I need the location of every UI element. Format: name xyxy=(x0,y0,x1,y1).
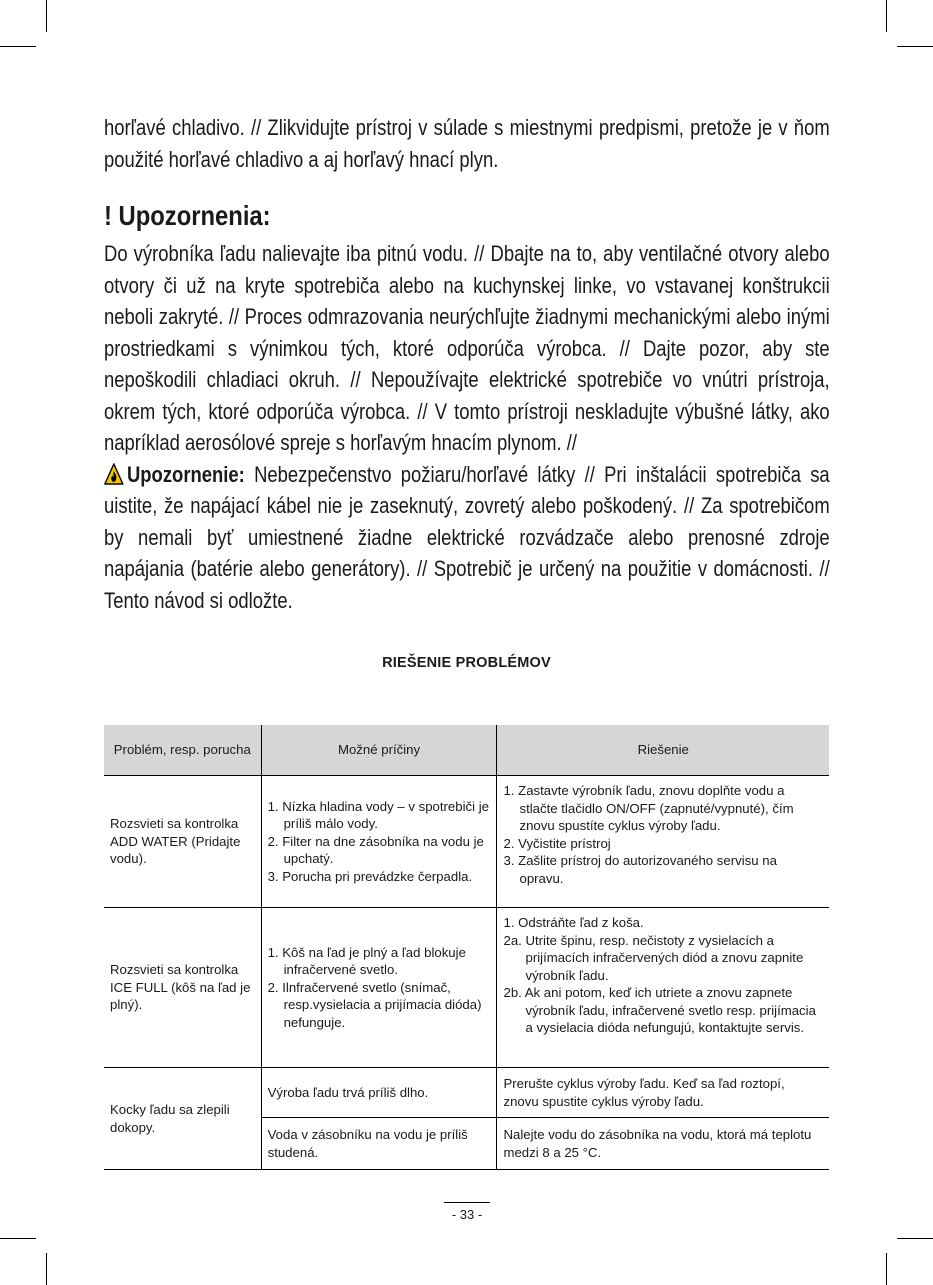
list-item: 3. Zašlite prístroj do autorizovaného servisu na opravu. xyxy=(503,853,777,886)
list-item: 2. Ilnfračervené svetlo (snímač, resp.vysielacia a prijímacia dióda) nefunguje. xyxy=(267,979,482,1030)
causes-cell: Výroba ľadu trvá príliš dlho. xyxy=(261,1068,497,1118)
fire-warning-text: Nebezpečenstvo požiaru/horľavé látky // Pri inštalácii spotrebiča sa uistite, že napájací kábel nie je zaseknutý, zovretý alebo poškodený. // Za spotrebičom by nemali byť umiestnené žiadne elektrické rozvádzače alebo prenosné zdroje napájania (batérie alebo generátory). // Spotrebič je určený na použitie v domácnosti. // Tento návod si odložte. xyxy=(104,461,830,613)
header-solution: Riešenie xyxy=(497,725,829,776)
intro-text: horľavé chladivo. // Zlikvidujte prístroj v súlade s miestnymi predpismi, pretože je v ňom použité horľavé chladivo a aj horľavý hnací plyn. xyxy=(104,115,830,172)
crop-mark xyxy=(897,1238,933,1239)
crop-mark xyxy=(0,46,36,47)
troubleshooting-table xyxy=(104,725,829,1170)
crop-mark xyxy=(46,0,47,32)
causes-cell xyxy=(261,908,497,1068)
crop-mark xyxy=(46,1253,47,1285)
crop-mark xyxy=(886,0,887,32)
solution-cell: Prerušte cyklus výroby ľadu. Keď sa ľad roztopí, znovu spustite cyklus výroby ľadu. xyxy=(497,1068,829,1118)
crop-mark xyxy=(886,1253,887,1285)
table-row xyxy=(104,776,829,908)
list-item: 2b. Ak ani potom, keď ich utriete a znovu zapnete výrobník ľadu, infračervené svetlo resp. prijímacia a vysielacia dióda nefungujú, kontaktujte servis. xyxy=(503,985,816,1035)
table-row xyxy=(104,908,829,1068)
solution-cell: Nalejte vodu do zásobníka na vodu, ktorá má teplotu medzi 8 a 25 °C. xyxy=(497,1118,829,1170)
warnings-text: Do výrobníka ľadu nalievajte iba pitnú vodu. // Dbajte na to, aby ventilačné otvory alebo otvory či už na kryte spotrebiča alebo na kuchynskej linke, vo vstavanej konštrukcii neboli zakryté. // Proces odmrazovania neurýchľujte žiadnymi mechanickými alebo inými prostriedkami s výnimkou tých, ktoré odporúča výrobca. // Dajte pozor, aby ste nepoškodili chladiaci okruh. // Nepoužívajte elektrické spotrebiče vo vnútri prístroja, okrem tých, ktoré odporúča výrobca. // V tomto prístroji neskladujte výbušné látky, ako napríklad aerosólové spreje s horľavým hnacím plynom. // xyxy=(104,241,830,455)
fire-warning-icon xyxy=(104,463,124,485)
list-item: 1. Nízka hladina vody – v spotrebiči je príliš málo vody. xyxy=(267,798,489,832)
solution-cell xyxy=(497,776,829,908)
intro-paragraph xyxy=(104,112,830,175)
header-problem: Problém, resp. porucha xyxy=(104,725,261,776)
causes-cell: Voda v zásobníku na vodu je príliš studená. xyxy=(261,1118,497,1170)
list-item: 3. Porucha pri prevádzke čerpadla. xyxy=(267,868,473,884)
list-item: 1. Zastavte výrobník ľadu, znovu doplňte vodu a stlačte tlačidlo ON/OFF (zapnuté/vypnuté), čím znovu spustíte cyklus výroby ľadu. xyxy=(503,783,794,833)
table-header-row xyxy=(104,725,829,776)
page-number: - 33 - xyxy=(444,1202,490,1222)
list-item: 1. Odstráňte ľad z koša. xyxy=(503,915,644,930)
fire-warning xyxy=(104,459,830,617)
problem-cell: Rozsvieti sa kontrolka ICE FULL (kôš na ľad je plný). xyxy=(104,908,261,1068)
problem-cell: Rozsvieti sa kontrolka ADD WATER (Pridajte vodu). xyxy=(104,776,261,908)
list-item: 2. Vyčistite prístroj xyxy=(503,835,611,851)
table-title: RIEŠENIE PROBLÉMOV xyxy=(382,655,551,671)
warnings-body xyxy=(104,238,830,616)
list-item: 1. Kôš na ľad je plný a ľad blokuje infračervené svetlo. xyxy=(267,944,466,978)
crop-mark xyxy=(0,1238,36,1239)
solution-cell xyxy=(497,908,829,1068)
list-item: 2. Filter na dne zásobníka na vodu je upchatý. xyxy=(267,833,484,867)
problem-cell: Kocky ľadu sa zlepili dokopy. xyxy=(104,1068,261,1170)
causes-cell xyxy=(261,776,497,908)
list-item: 2a. Utrite špinu, resp. nečistoty z vysielacích a prijímacích infračervených diód a znovu zapnite výrobník ľadu. xyxy=(503,932,804,983)
warnings-heading: ! Upozornenia: xyxy=(104,200,271,231)
header-causes: Možné príčiny xyxy=(261,725,497,776)
fire-warning-label: Upozornenie: xyxy=(126,461,245,487)
crop-mark xyxy=(897,46,933,47)
table-row xyxy=(104,1068,829,1118)
